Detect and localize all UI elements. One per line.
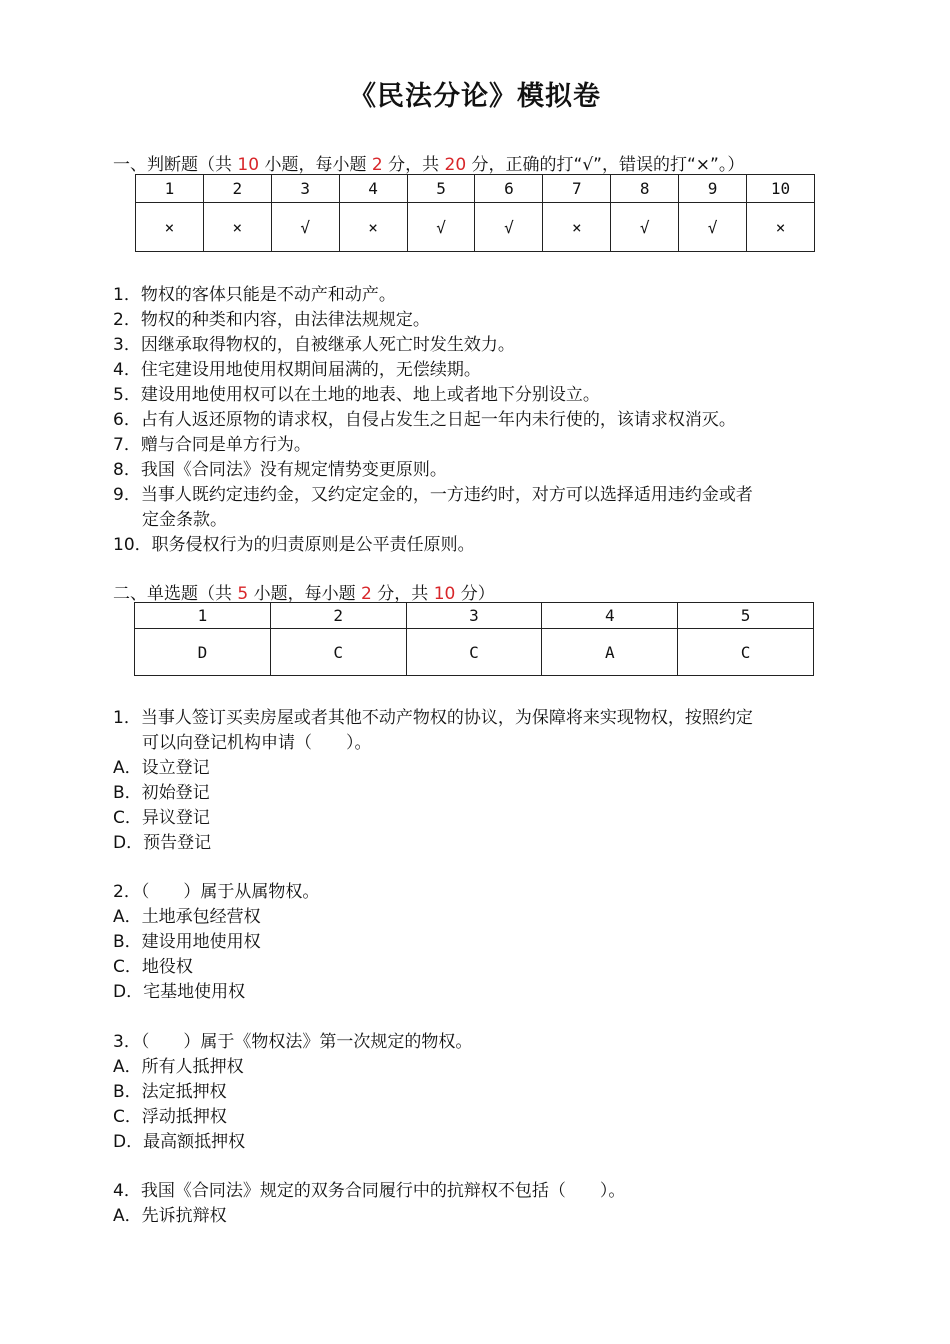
choice-q2-option-c: C．地役权 [113,957,193,977]
choice-q1-option-c: C．异议登记 [113,808,210,828]
judge-question-3: 3．因继承取得物权的，自被继承人死亡时发生效力。 [113,335,515,355]
section1-answer-table [135,174,815,252]
choice-q2-option-b: B．建设用地使用权 [113,932,261,952]
judge-question-10: 10．职务侵权行为的归责原则是公平责任原则。 [113,535,475,555]
choice-question-4-stem: 4．我国《合同法》规定的双务合同履行中的抗辩权不包括（ ）。 [113,1181,626,1201]
table-cell: √ [271,203,339,252]
page-title: 《民法分论》模拟卷 [349,81,601,112]
table-cell: 1 [136,175,204,203]
table-cell: × [339,203,407,252]
choice-q4-option-a: A．先诉抗辩权 [113,1206,227,1226]
choice-q3-option-a: A．所有人抵押权 [113,1057,244,1077]
table-cell: 9 [679,175,747,203]
choice-q1-option-d: D．预告登记 [113,833,212,853]
choice-q3-option-d: D．最高额抵押权 [113,1132,246,1152]
table-cell: × [747,203,815,252]
table-cell: 5 [678,603,814,629]
section1-heading [113,150,744,175]
table-cell: 4 [542,603,678,629]
section2-heading [113,579,495,604]
choice-question-3-stem: 3．（ ）属于《物权法》第一次规定的物权。 [113,1032,473,1052]
choice-q2-option-a: A．土地承包经营权 [113,907,261,927]
table-cell: 3 [271,175,339,203]
table-cell: A [542,629,678,676]
table-cell: 6 [475,175,543,203]
table-cell: √ [679,203,747,252]
judge-question-8: 8．我国《合同法》没有规定情势变更原则。 [113,460,447,480]
section1-head-pre: 一、判断题（共 [113,155,238,175]
section2-head-pre: 二、单选题（共 [113,584,238,604]
section2-count: 5 [237,584,249,604]
table-cell: × [136,203,204,252]
section2-total: 10 [433,584,456,604]
section1-answer-row [136,203,815,252]
table-cell: 2 [270,603,406,629]
table-cell: √ [407,203,475,252]
choice-question-1-stem: 1．当事人签订买卖房屋或者其他不动产物权的协议，为保障将来实现物权，按照约定 [113,708,753,728]
choice-q1-option-a: A．设立登记 [113,758,210,778]
table-cell: 3 [406,603,542,629]
judge-question-9: 9．当事人既约定违约金，又约定定金的，一方违约时，对方可以选择适用违约金或者 [113,485,753,505]
judge-question-4: 4．住宅建设用地使用权期间届满的，无偿续期。 [113,360,481,380]
judge-question-7: 7．赠与合同是单方行为。 [113,435,311,455]
section2-head-mid2: 分，共 [371,584,434,604]
table-cell: × [203,203,271,252]
section1-total: 20 [444,155,467,175]
table-cell: 7 [543,175,611,203]
table-cell: C [406,629,542,676]
section2-answer-row [135,629,814,676]
choice-q3-option-b: B．法定抵押权 [113,1082,227,1102]
table-cell: 4 [339,175,407,203]
judge-question-1: 1．物权的客体只能是不动产和动产。 [113,285,396,305]
table-cell: 1 [135,603,271,629]
table-cell: √ [475,203,543,252]
table-cell: 8 [611,175,679,203]
choice-question-1-stem-cont: 可以向登记机构申请（ ）。 [142,733,372,753]
table-cell: √ [611,203,679,252]
choice-question-2-stem: 2．（ ）属于从属物权。 [113,882,320,902]
section2-head-post: 分） [455,584,495,604]
choice-q3-option-c: C．浮动抵押权 [113,1107,227,1127]
section2-head-mid1: 小题，每小题 [248,584,362,604]
choice-q2-option-d: D．宅基地使用权 [113,982,246,1002]
section1-count: 10 [237,155,260,175]
section1-number-row [136,175,815,203]
table-cell: 10 [747,175,815,203]
section2-number-row [135,603,814,629]
table-cell: C [678,629,814,676]
section1-head-mid1: 小题，每小题 [259,155,372,175]
judge-question-2: 2．物权的种类和内容，由法律法规规定。 [113,310,430,330]
section2-per: 2 [361,584,372,604]
table-cell: 2 [203,175,271,203]
table-cell: C [270,629,406,676]
section1-per: 2 [371,155,383,175]
table-cell: D [135,629,271,676]
judge-question-6: 6．占有人返还原物的请求权，自侵占发生之日起一年内未行使的，该请求权消灭。 [113,410,736,430]
table-cell: 5 [407,175,475,203]
choice-q1-option-b: B．初始登记 [113,783,210,803]
table-cell: × [543,203,611,252]
judge-question-9-cont: 定金条款。 [142,510,227,530]
section1-head-post: 分，正确的打“√”，错误的打“×”。） [466,155,745,175]
judge-question-5: 5．建设用地使用权可以在土地的地表、地上或者地下分别设立。 [113,385,600,405]
section2-answer-table [134,602,814,676]
section1-head-mid2: 分，共 [382,155,445,175]
